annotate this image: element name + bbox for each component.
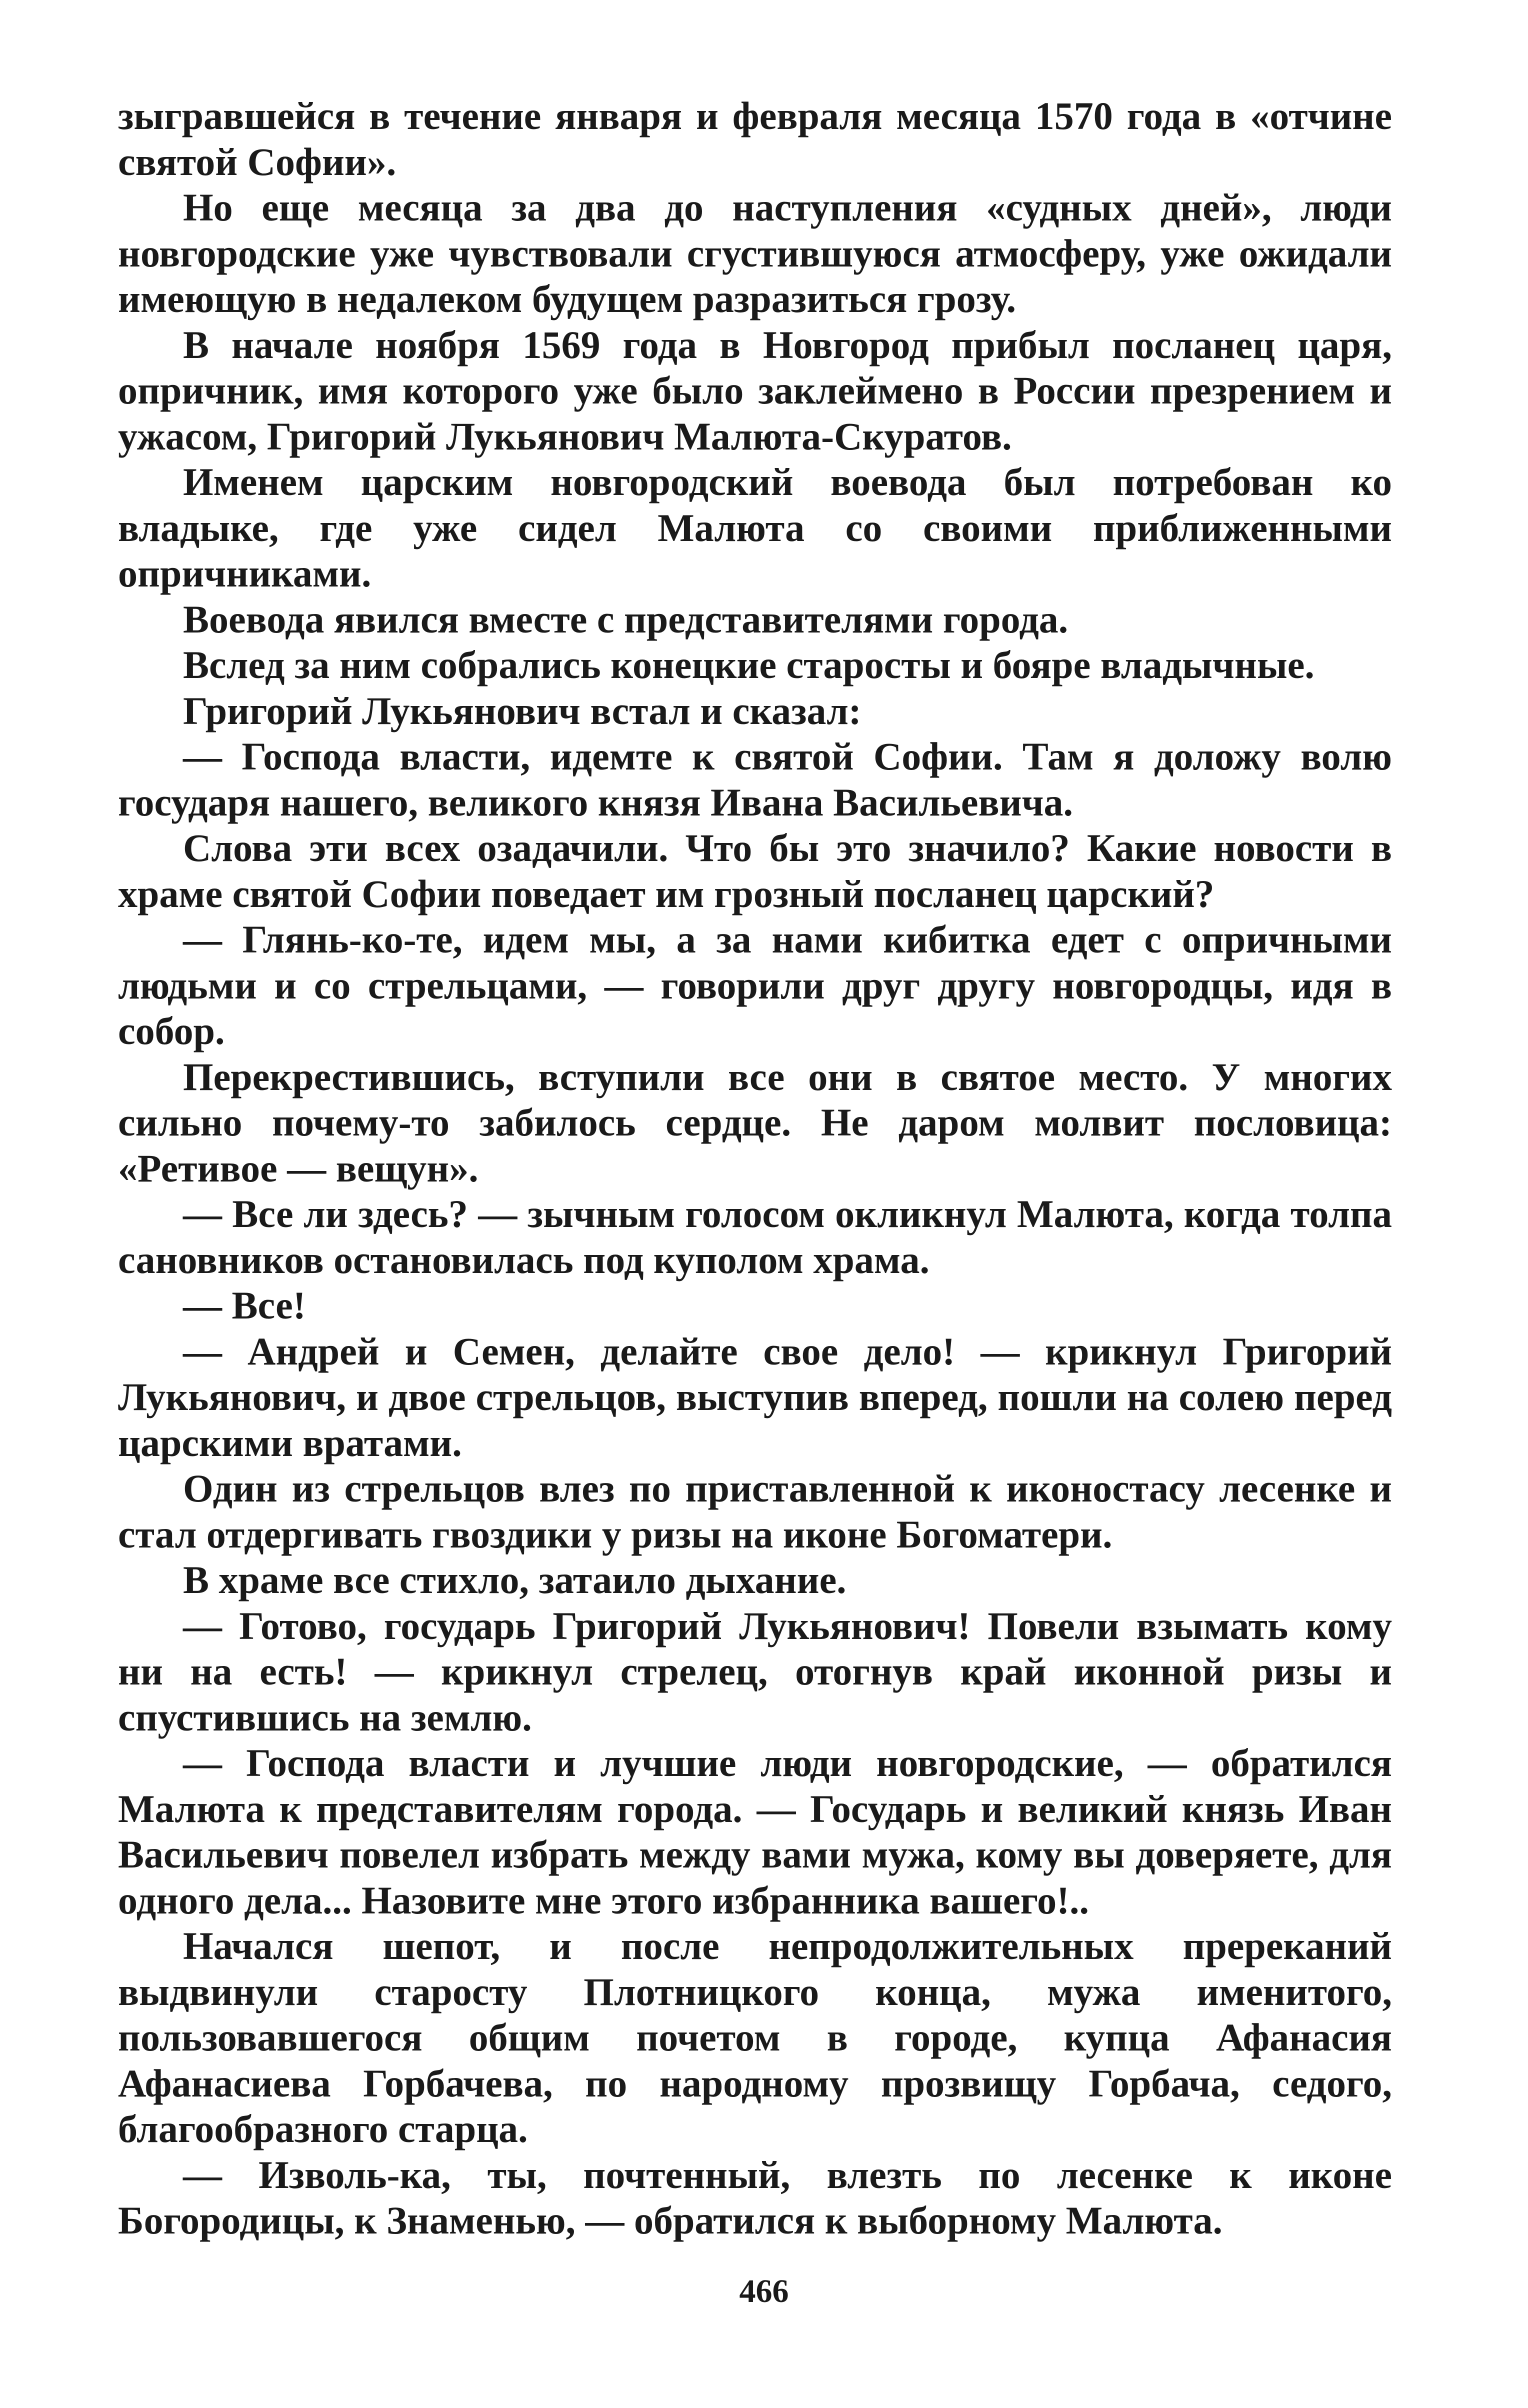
paragraph-14: — Андрей и Семен, делайте свое дело! — крикнул Григорий Лукьянович, и двое стрельцов, выступив вперед, пошли на солею перед царскими вратами. — [118, 1329, 1392, 1464]
paragraph-10: — Глянь-ко-те, идем мы, а за нами кибитка едет с опричными людьми и со стрельцами, — говорили друг другу новгородцы, идя в собор. — [118, 918, 1392, 1052]
paragraph-9: Слова эти всех озадачили. Что бы это значило? Какие новости в храме святой Софии поведает им грозный посланец царский? — [118, 826, 1392, 916]
paragraph-19: Начался шепот, и после непродолжительных пререканий выдвинули старосту Плотницкого конца, мужа именитого, пользовавшегося общим почетом в городе, купца Афанасия Афанасиева Горбачева, по народному прозвищу Горбача, седого, благообразного старца. — [118, 1924, 1392, 2150]
paragraph-12: — Все ли здесь? — зычным голосом окликнул Малюта, когда толпа сановников остановилась под куполом храма. — [118, 1192, 1392, 1282]
paragraph-15: Один из стрельцов влез по приставленной к иконостасу лесенке и стал отдергивать гвоздики у ризы на иконе Богоматери. — [118, 1466, 1392, 1556]
paragraph-7: Григорий Лукьянович встал и сказал: — [183, 688, 862, 732]
page-body — [118, 93, 1392, 2243]
paragraph-1: зыгравшейся в течение января и февраля месяца 1570 года в «отчине святой Софии». — [118, 94, 1392, 184]
paragraph-18: — Господа власти и лучшие люди новгородские, — обратился Малюта к представителям города. — Государь и великий князь Иван Васильевич повелел избрать между вами мужа, кому вы доверяете, для одного дела... Назовите мне этого избранника вашего!.. — [118, 1741, 1392, 1922]
paragraph-3: В начале ноября 1569 года в Новгород прибыл посланец царя, опричник, имя которого уже было заклеймено в России презрением и ужасом, Григорий Лукьянович Малюта-Скуратов. — [118, 322, 1392, 458]
paragraph-17: — Готово, государь Григорий Лукьянович! Повели взымать кому ни на есть! — крикнул стрелец, отогнув край иконной ризы и спустившись на землю. — [118, 1604, 1392, 1739]
paragraph-5: Воевода явился вместе с представителями города. — [183, 597, 1068, 641]
paragraph-13: — Все! — [183, 1284, 306, 1327]
paragraph-11: Перекрестившись, вступили все они в святое место. У многих сильно почему-то забилось сердце. Не даром молвит пословица: «Ретивое — вещун». — [118, 1054, 1392, 1190]
paragraph-4: Именем царским новгородский воевода был потребован ко владыке, где уже сидел Малюта со своими приближенными опричниками. — [118, 460, 1392, 595]
paragraph-20: — Изволь-ка, ты, почтенный, влезть по лесенке к иконе Богородицы, к Знаменью, — обратился к выборному Малюта. — [118, 2152, 1392, 2242]
paragraph-16: В храме все стихло, затаило дыхание. — [183, 1558, 846, 1602]
paragraph-6: Вслед за ним собрались конецкие старосты и бояре владычные. — [183, 643, 1314, 686]
paragraph-2: Но еще месяца за два до наступления «судных дней», люди новгородские уже чувствовали сгустившуюся атмосферу, уже ожидали имеющую в недалеком будущем разразиться грозу. — [118, 186, 1392, 320]
paragraph-8: — Господа власти, идемте к святой Софии. Там я доложу волю государя нашего, великого князя Ивана Васильевича. — [118, 734, 1392, 824]
page-number: 466 — [739, 2273, 789, 2310]
